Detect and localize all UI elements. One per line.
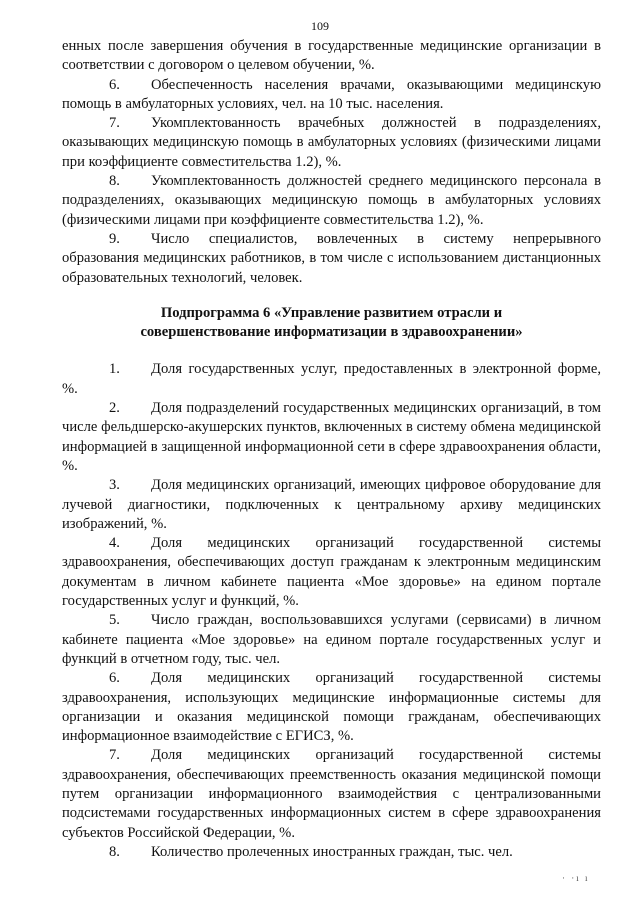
indicator-list-top — [62, 37, 601, 288]
item-number: 5. — [109, 612, 120, 629]
item-text: Доля медицинских организаций государственной системы здравоохранения, обеспечивающих преемственность оказания медицинской помощи путем организации информационного взаимодействия с централизованными подсистемами государственных информационных систем в сфере здравоохранения субъектов Российской Федерации, %. — [62, 747, 601, 841]
item-text: Обеспеченность населения врачами, оказывающими медицинскую помощь в амбулаторных условиях, чел. на 10 тыс. населения. — [62, 76, 601, 112]
item-number: 9. — [109, 230, 120, 247]
item-text: Доля медицинских организаций, имеющих цифровое оборудование для лучевой диагностики, подключенных к центральному архиву медицинских изображений, %. — [62, 477, 601, 532]
indicator-paragraph — [62, 37, 601, 76]
indicator-paragraph — [62, 843, 601, 862]
item-number: 8. — [109, 843, 120, 860]
indicator-paragraph — [62, 360, 601, 399]
subprogram-heading: Подпрограмма 6 «Управление развитием отрасли и совершенствование информатизации в здравоохранении» — [140, 304, 523, 341]
item-text: Доля медицинских организаций государственной системы здравоохранения, использующих медицинские информационные системы для организации и оказания медицинской помощи гражданам, обеспечивающих информационное взаимодействие с ЕГИСЗ, %. — [62, 670, 601, 745]
indicator-list-subprogram-6 — [62, 360, 601, 862]
item-number: 2. — [109, 400, 120, 417]
item-number: 6. — [109, 670, 120, 687]
item-number: 7. — [109, 115, 120, 132]
indicator-paragraph — [62, 534, 601, 611]
item-number: 4. — [109, 535, 120, 552]
document-body — [62, 37, 601, 862]
indicator-paragraph — [62, 172, 601, 230]
item-text: Укомплектованность должностей среднего медицинского персонала в подразделениях, оказывающих медицинскую помощь в амбулаторных условиях (физическими лицами при коэффициенте совместительства 1.2), %. — [62, 173, 601, 228]
item-number: 6. — [109, 76, 120, 93]
indicator-paragraph — [62, 76, 601, 115]
item-number: 7. — [109, 747, 120, 764]
item-text: Число специалистов, вовлеченных в систему непрерывного образования медицинских работников, в том числе с использованием дистанционных образовательных технологий, человек. — [62, 230, 601, 286]
item-text: енных после завершения обучения в государственные медицинские организации в соответствии с договором о целевом обучении, %. — [62, 38, 601, 74]
item-number: 1. — [109, 361, 120, 378]
indicator-paragraph — [62, 230, 601, 288]
indicator-paragraph — [62, 476, 601, 534]
item-text: Доля государственных услуг, предоставленных в электронной форме, %. — [62, 361, 601, 397]
indicator-paragraph — [62, 399, 601, 476]
item-text: Доля подразделений государственных медицинских организаций, в том числе фельдшерско-акушерских пунктов, включенных в систему обмена медицинской информацией в защищенной информационной сети в сфере здравоохранения области, %. — [62, 400, 601, 474]
item-number: 3. — [109, 477, 120, 494]
item-number: 8. — [109, 173, 120, 190]
item-text: Доля медицинских организаций государственной системы здравоохранения, обеспечивающих доступ гражданам к электронным медицинским документам в личном кабинете пациента «Мое здоровье» на едином портале государственных услуг и функций, %. — [62, 535, 601, 610]
indicator-paragraph — [62, 746, 601, 842]
indicator-paragraph — [62, 669, 601, 746]
item-text: Число граждан, воспользовавшихся услугами (сервисами) в личном кабинете пациента «Мое здоровье» на едином портале государственных услуг и функций в отчетном году, тыс. чел. — [62, 612, 601, 667]
indicator-paragraph — [62, 114, 601, 172]
item-text: Количество пролеченных иностранных граждан, тыс. чел. — [151, 843, 513, 860]
scan-artifact-mark: · ·ı ı — [562, 873, 590, 883]
page-number: 109 — [311, 19, 329, 33]
item-text: Укомплектованность врачебных должностей в подразделениях, оказывающих медицинскую помощь в амбулаторных условиях (физическими лицами при коэффициенте совместительства 1.2), %. — [62, 115, 601, 170]
indicator-paragraph — [62, 611, 601, 669]
